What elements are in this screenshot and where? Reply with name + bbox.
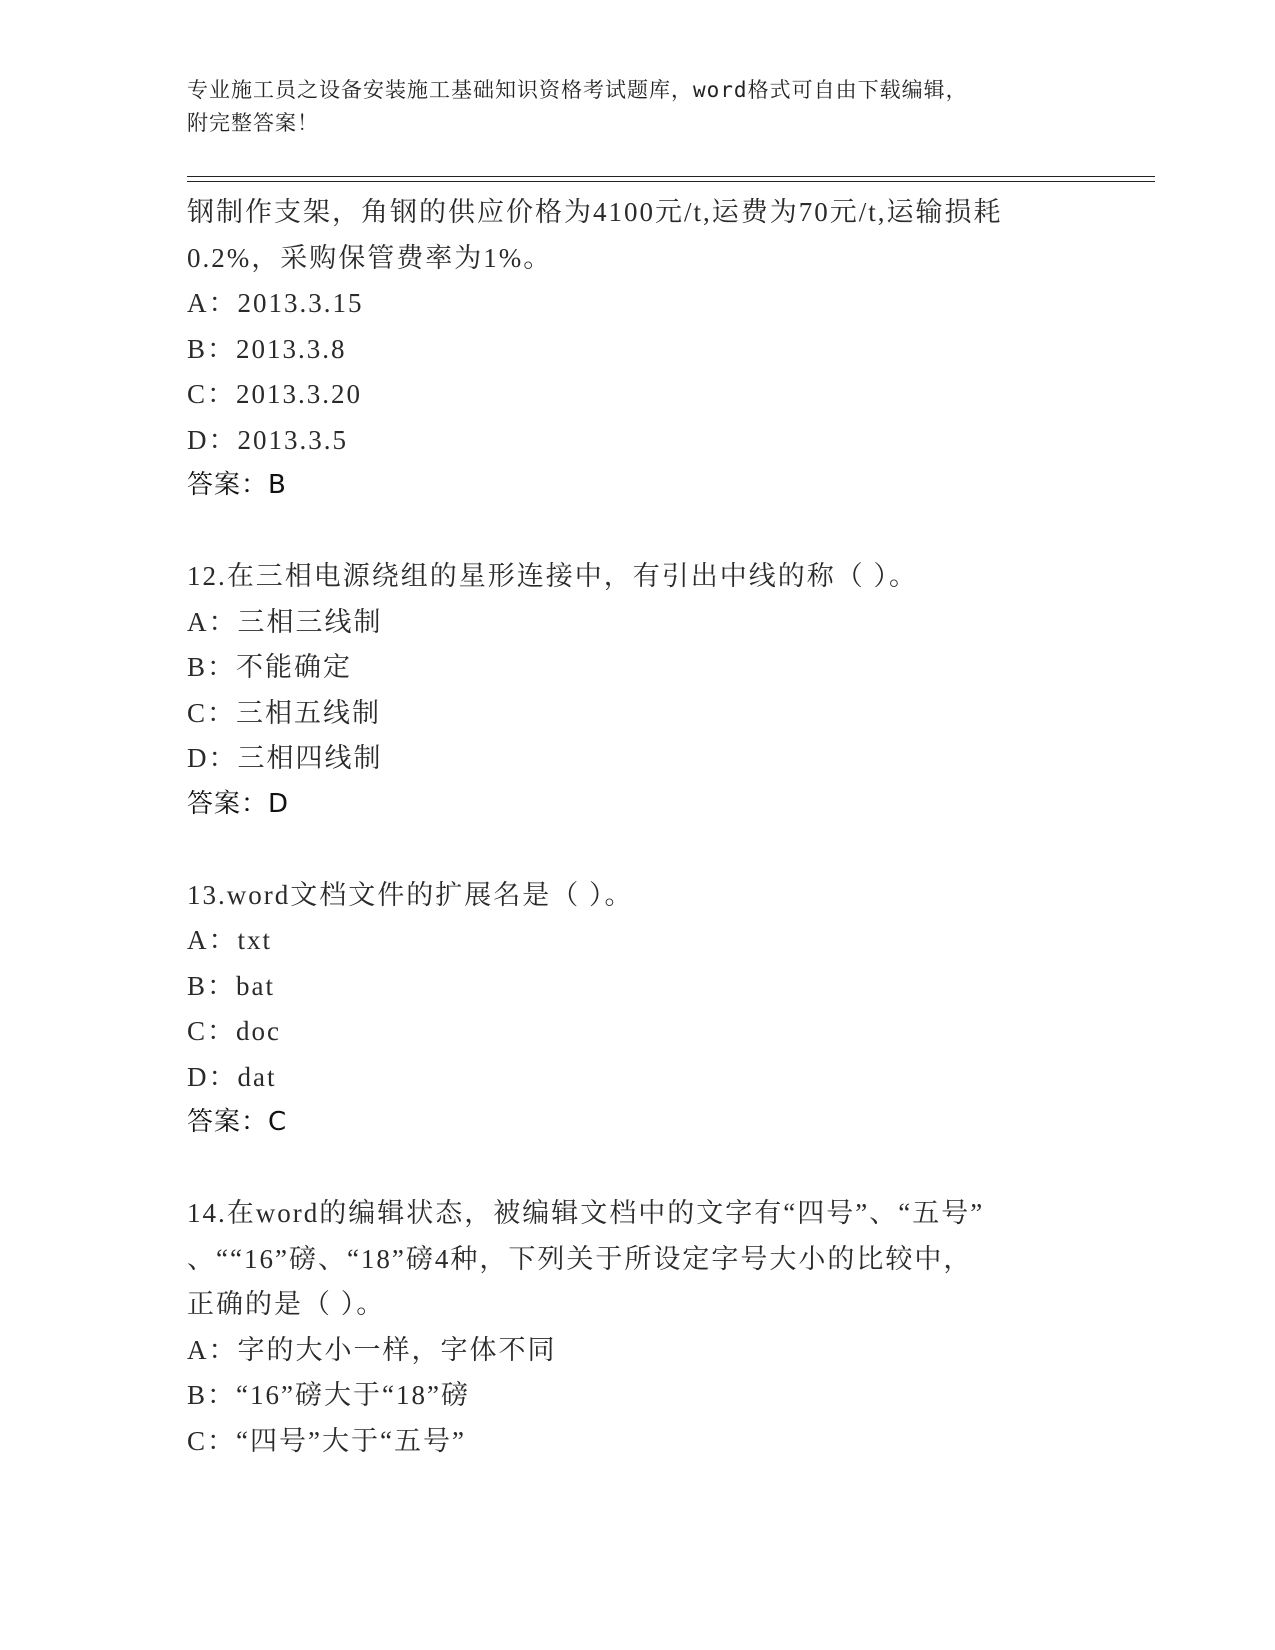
question-12 — [187, 554, 1087, 827]
spacer — [187, 827, 1087, 873]
question-13 — [187, 873, 1087, 1146]
option-c: C：“四号”大于“五号” — [187, 1425, 466, 1456]
header-divider-bottom — [187, 181, 1155, 182]
option-d: D：三相四线制 — [187, 743, 383, 773]
option-b: B：“16”磅大于“18”磅 — [187, 1380, 470, 1410]
spacer — [187, 509, 1087, 555]
option-b: B：2013.3.8 — [187, 333, 347, 364]
question-14 — [187, 1191, 1087, 1464]
question-stem: 12.在三相电源绕组的星形连接中，有引出中线的称（ ）。 — [187, 561, 918, 591]
option-a: A：2013.3.15 — [187, 288, 364, 318]
option-c: C：三相五线制 — [187, 697, 382, 728]
answer-label: 答案：C — [187, 1107, 288, 1137]
question-stem: 14.在word的编辑状态，被编辑文档中的文字有“四号”、“五号” — [187, 1198, 985, 1228]
option-d: D：2013.3.5 — [187, 424, 348, 455]
option-a: A：字的大小一样，字体不同 — [187, 1334, 557, 1365]
option-c: C：2013.3.20 — [187, 379, 363, 409]
header-divider-top — [187, 176, 1155, 177]
question-stem: 13.word文档文件的扩展名是（ ）。 — [187, 879, 634, 910]
header-line-1: 专业施工员之设备安装施工基础知识资格考试题库，word格式可自由下载编辑， — [187, 78, 968, 102]
question-stem: 、““16”磅、“18”磅4种，下列关于所设定字号大小的比较中， — [187, 1243, 973, 1274]
spacer — [187, 1146, 1087, 1192]
option-a: A：三相三线制 — [187, 606, 383, 637]
option-a: A：txt — [187, 925, 273, 955]
answer-label: 答案：B — [187, 470, 287, 500]
answer-label: 答案：D — [187, 788, 290, 819]
header-line-2: 附完整答案！ — [187, 111, 319, 135]
option-d: D：dat — [187, 1061, 277, 1092]
question-stem: 正确的是（ ）。 — [187, 1289, 386, 1319]
document-header — [187, 74, 1087, 140]
option-b: B：不能确定 — [187, 652, 353, 682]
question-stem: 钢制作支架，角钢的供应价格为4100元/t,运费为70元/t,运输损耗 — [187, 197, 1003, 227]
question-stem: 0.2%，采购保管费率为1%。 — [187, 242, 553, 273]
question-11 — [187, 190, 1087, 509]
question-list — [187, 190, 1087, 1464]
option-c: C：doc — [187, 1016, 281, 1046]
option-b: B：bat — [187, 970, 275, 1001]
